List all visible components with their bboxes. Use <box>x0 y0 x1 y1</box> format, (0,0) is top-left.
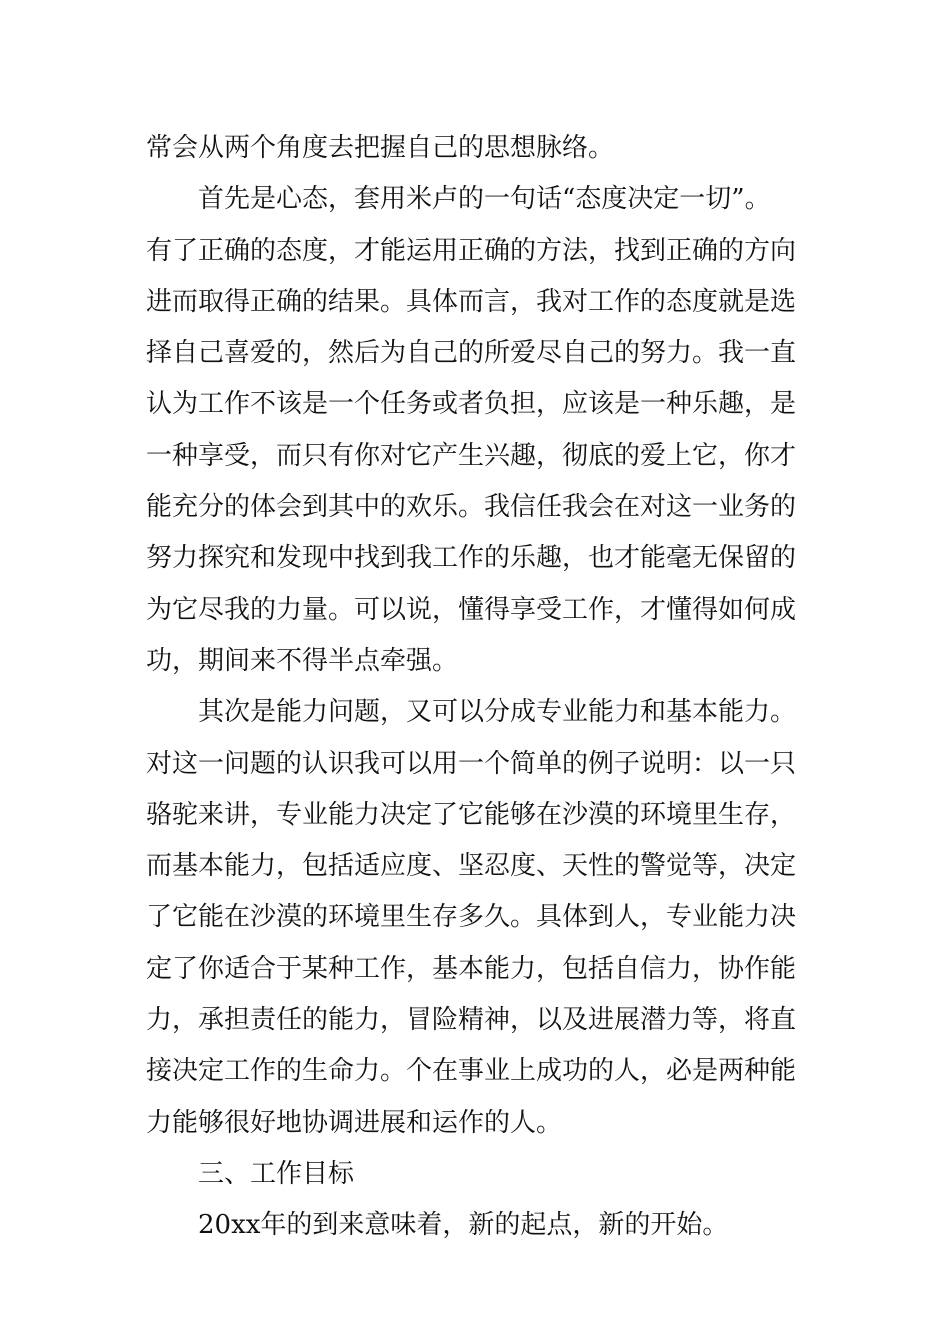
text-line: 定了你适合于某种工作，基本能力，包括自信力，协作能 <box>146 953 797 984</box>
body-text <box>146 123 810 1252</box>
text-line: 努力探究和发现中找到我工作的乐趣，也才能毫无保留的 <box>146 543 797 574</box>
text-line: 为它尽我的力量。可以说，懂得享受工作，才懂得如何成 <box>146 594 797 625</box>
text-line: 而基本能力，包括适应度、坚忍度、天性的警觉等，决定 <box>146 851 797 882</box>
text-line: 进而取得正确的结果。具体而言，我对工作的态度就是选 <box>146 286 797 317</box>
text-line: 择自己喜爱的，然后为自己的所爱尽自己的努力。我一直 <box>146 338 797 369</box>
text-line: 了它能在沙漠的环境里生存多久。具体到人，专业能力决 <box>146 902 797 933</box>
section-heading: 三、工作目标 <box>198 1158 355 1189</box>
text-line: 常会从两个角度去把握自己的思想脉络。 <box>146 133 615 163</box>
paragraph-first-line: 其次是能力问题，又可以分成专业能力和基本能力。 <box>198 697 797 728</box>
text-line: 功，期间来不得半点牵强。 <box>146 645 459 676</box>
text-line: 力，承担责任的能力，冒险精神，以及进展潜力等，将直 <box>146 1005 797 1036</box>
text-line: 力能够很好地协调进展和运作的人。 <box>146 1107 563 1138</box>
paragraph-first-line: 首先是心态，套用米卢的一句话“态度决定一切”。 <box>198 184 771 215</box>
text-line: 接决定工作的生命力。个在事业上成功的人，必是两种能 <box>146 1056 797 1087</box>
text-line: 骆驼来讲，专业能力决定了它能够在沙漠的环境里生存， <box>146 799 797 830</box>
text-line: 一种享受，而只有你对它产生兴趣，彻底的爱上它，你才 <box>146 440 797 471</box>
text-line: 认为工作不该是一个任务或者负担，应该是一种乐趣，是 <box>146 389 797 420</box>
text-line: 对这一问题的认识我可以用一个简单的例子说明：以一只 <box>146 748 797 779</box>
paragraph-first-line: 20xx年的到来意味着，新的起点，新的开始。 <box>198 1210 729 1241</box>
text-line: 有了正确的态度，才能运用正确的方法，找到正确的方向 <box>146 235 797 266</box>
text-line: 能充分的体会到其中的欢乐。我信任我会在对这一业务的 <box>146 492 797 523</box>
